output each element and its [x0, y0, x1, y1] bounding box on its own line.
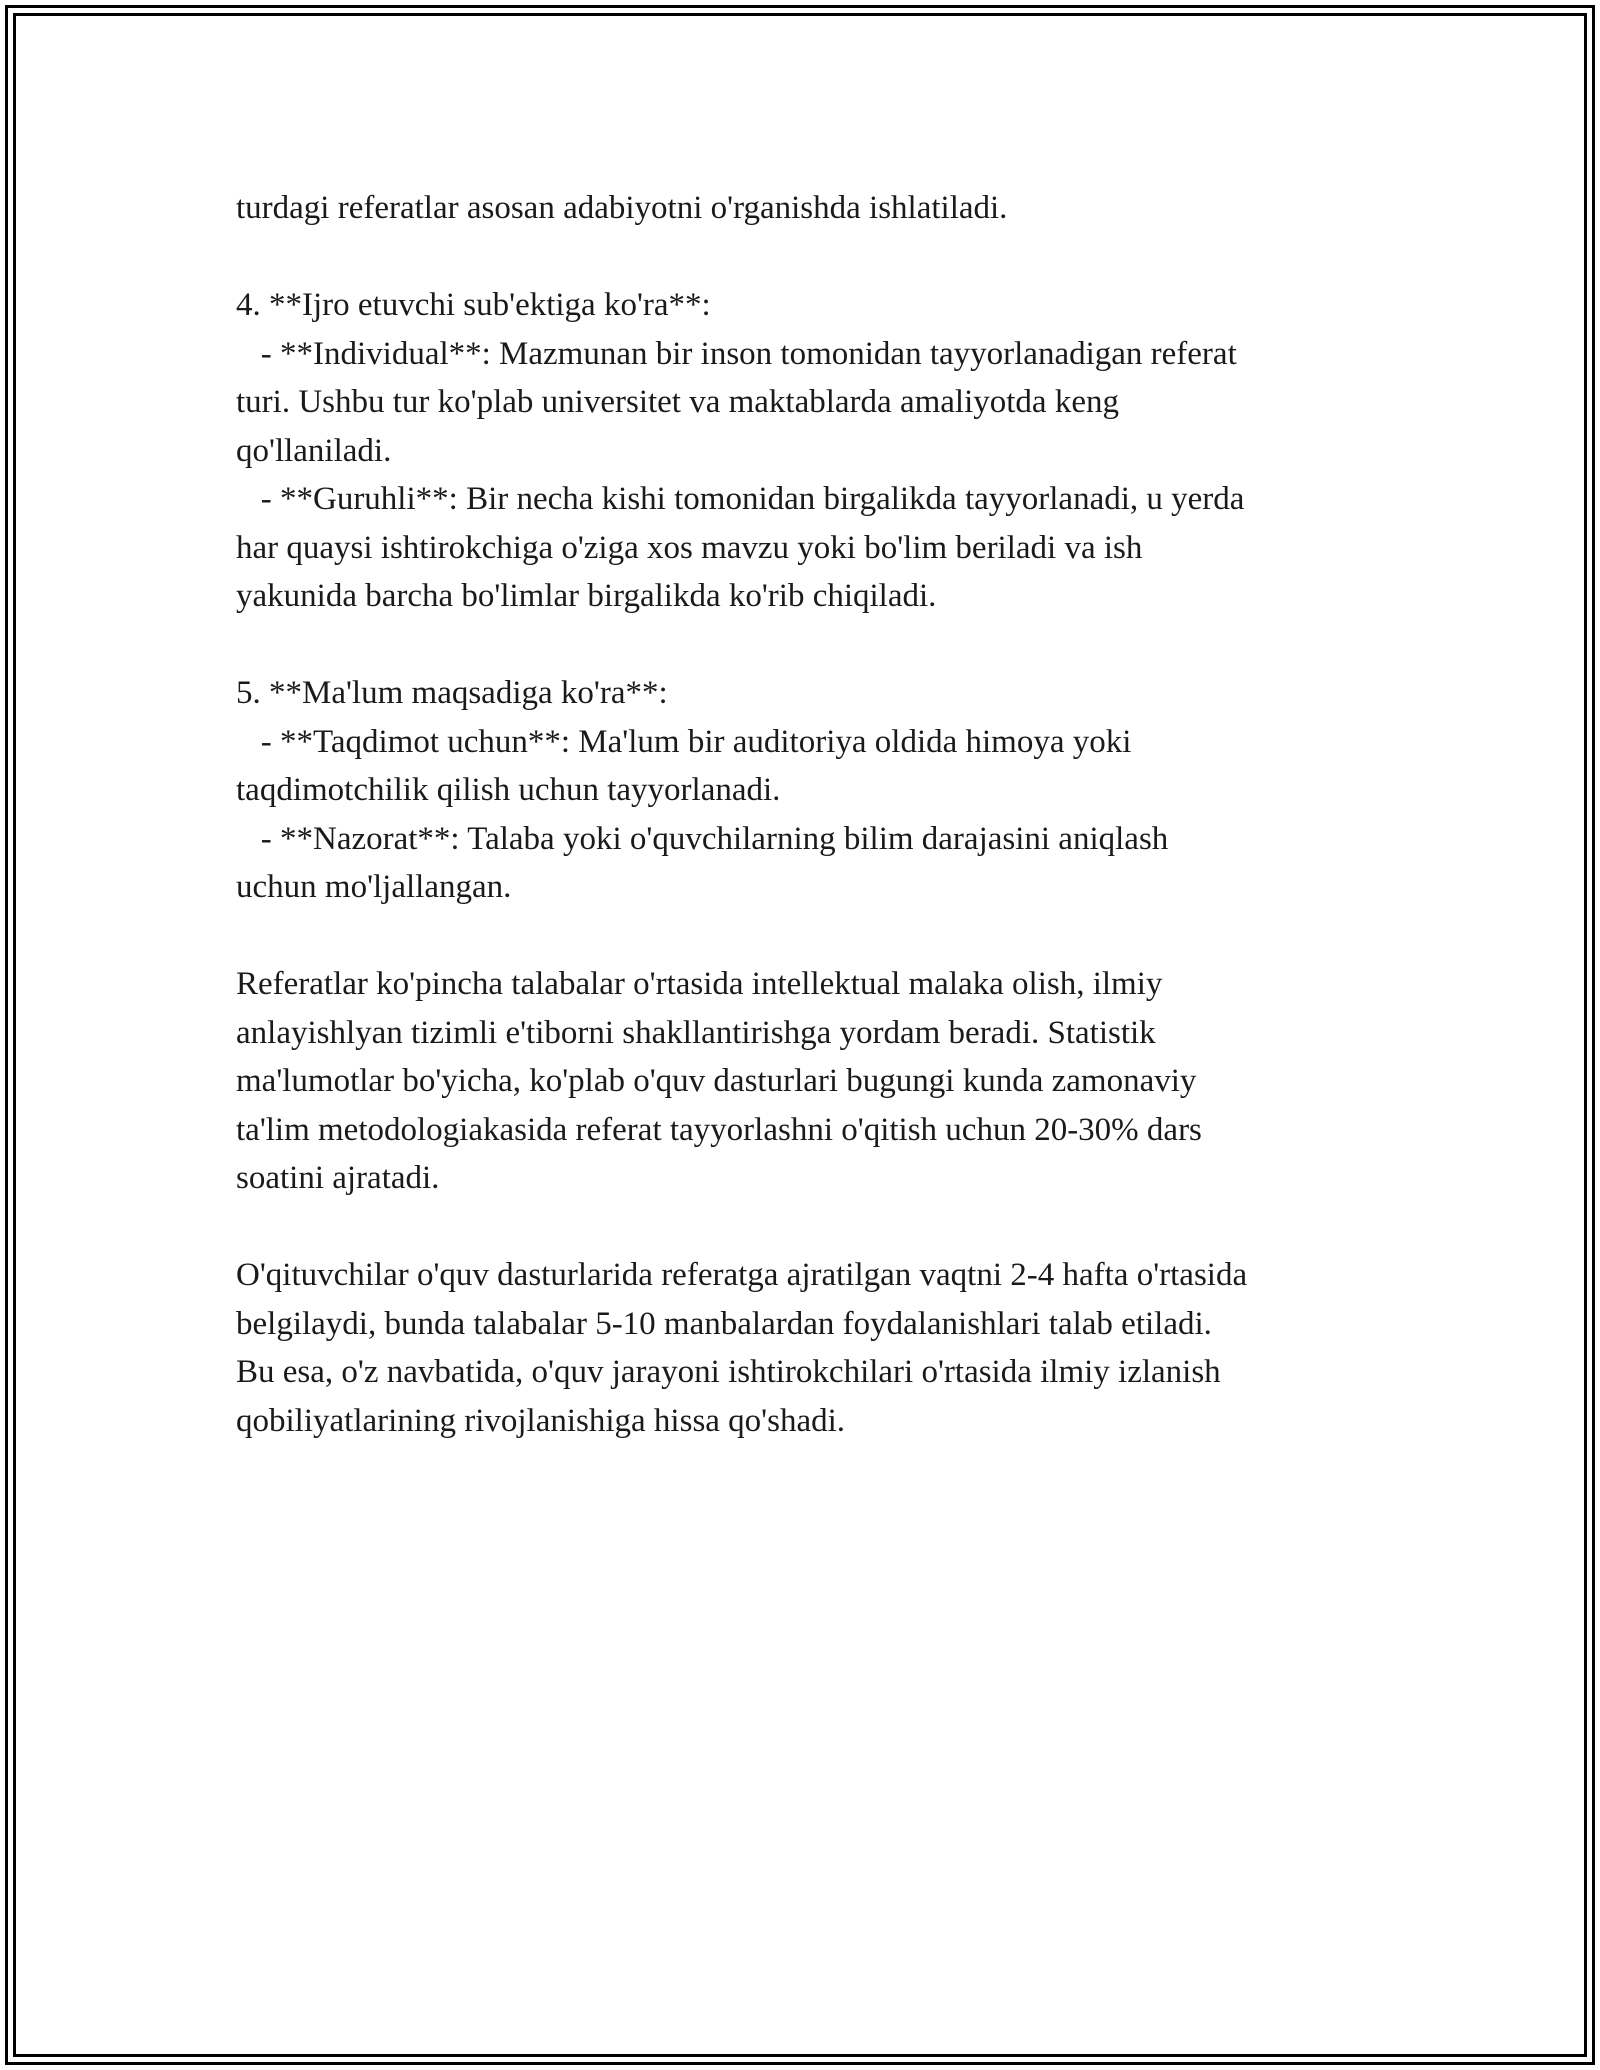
text-line: soatini ajratadi.: [236, 1160, 440, 1196]
text-line: - **Nazorat**: Talaba yoki o'quvchilarning bilim darajasini aniqlash: [236, 820, 1169, 857]
text-line: - **Individual**: Mazmunan bir inson tomonidan tayyorlanadigan referat: [236, 335, 1237, 372]
text-line: Referatlar ko'pincha talabalar o'rtasida intellektual malaka olish, ilmiy: [236, 966, 1163, 1002]
document-body: [236, 184, 1376, 1445]
text-line: uchun mo'ljallangan.: [236, 869, 512, 905]
paragraph-teachers: [236, 1251, 1376, 1445]
text-line: O'qituvchilar o'quv dasturlarida referatga ajratilgan vaqtni 2-4 hafta o'rtasida: [236, 1257, 1248, 1293]
text-line: - **Taqdimot uchun**: Ma'lum bir auditoriya oldida himoya yoki: [236, 723, 1132, 760]
text-line: - **Guruhli**: Bir necha kishi tomonidan birgalikda tayyorlanadi, u yerda: [236, 481, 1245, 517]
text-line: turi. Ushbu tur ko'plab universitet va maktablarda amaliyotda keng: [236, 384, 1119, 420]
text-line: ta'lim metodologiakasida referat tayyorlashni o'qitish uchun 20-30% dars: [236, 1111, 1202, 1148]
text-line: qo'llaniladi.: [236, 432, 392, 469]
text-line: anlayishlyan tizimli e'tiborni shakllantirishga yordam beradi. Statistik: [236, 1014, 1156, 1051]
text-line: taqdimotchilik qilish uchun tayyorlanadi.: [236, 772, 781, 808]
paragraph-statistics: [236, 960, 1376, 1203]
paragraph-intro-continuation: [236, 184, 1376, 233]
text-line: Bu esa, o'z navbatida, o'quv jarayoni ishtirokchilari o'rtasida ilmiy izlanish: [236, 1354, 1221, 1390]
paragraph-spacer: [236, 1203, 1376, 1252]
text-line: yakunida barcha bo'limlar birgalikda ko'rib chiqiladi.: [236, 578, 937, 614]
paragraph-section-5: [236, 669, 1376, 912]
text-line: har quaysi ishtirokchiga o'ziga xos mavzu yoki bo'lim beriladi va ish: [236, 529, 1143, 566]
text-line: belgilaydi, bunda talabalar 5-10 manbalardan foydalanishlari talab etiladi.: [236, 1305, 1212, 1342]
section-heading: 5. **Ma'lum maqsadiga ko'ra**:: [236, 675, 668, 711]
text-line: ma'lumotlar bo'yicha, ko'plab o'quv dasturlari bugungi kunda zamonaviy: [236, 1063, 1197, 1099]
paragraph-spacer: [236, 912, 1376, 961]
section-heading: 4. **Ijro etuvchi sub'ektiga ko'ra**:: [236, 287, 711, 323]
paragraph-section-4: [236, 281, 1376, 621]
text-line: qobiliyatlarining rivojlanishiga hissa qo'shadi.: [236, 1402, 846, 1439]
paragraph-spacer: [236, 233, 1376, 282]
paragraph-spacer: [236, 621, 1376, 670]
text-line: turdagi referatlar asosan adabiyotni o'rganishda ishlatiladi.: [236, 190, 1008, 226]
